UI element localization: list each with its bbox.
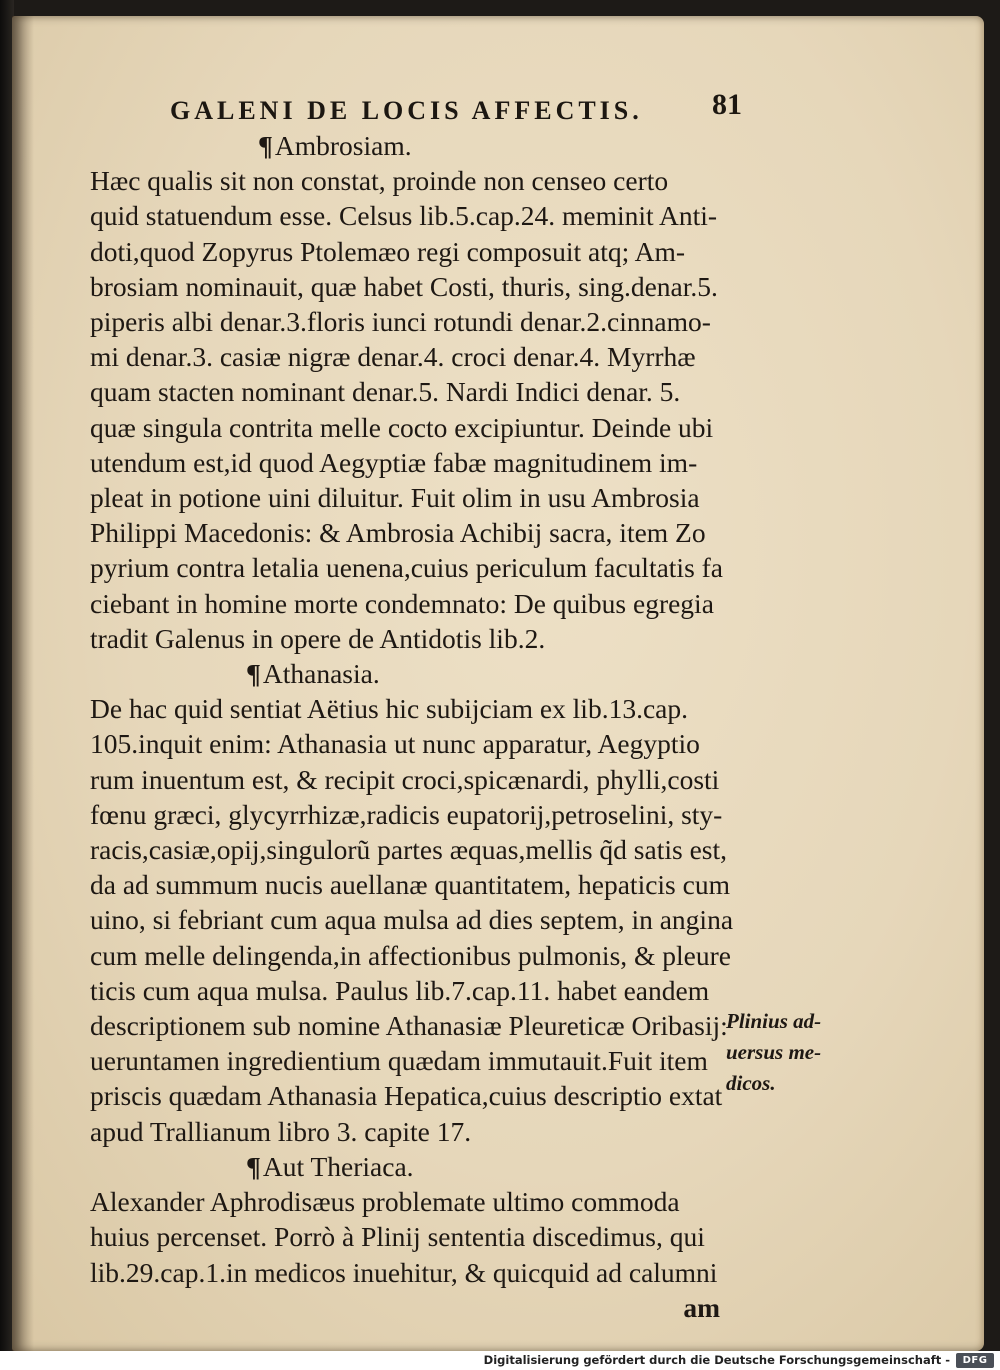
- funding-credit: Digitalisierung gefördert durch die Deutsche Forschungsgemeinschaft -: [483, 1353, 950, 1367]
- paragraph-mark-icon: ¶: [246, 1150, 261, 1182]
- dfg-logo-icon: DFG: [956, 1353, 994, 1368]
- text-line: ueruntamen ingredientium quædam immutauit.Fuit item: [90, 1045, 708, 1077]
- running-title: GALENI DE LOCIS AFFECTIS.: [170, 96, 643, 125]
- text-line: piperis albi denar.3.floris iunci rotundi denar.2.cinnamo-: [90, 306, 711, 338]
- text-line: Alexander Aphrodisæus problemate ultimo commoda: [90, 1186, 680, 1218]
- text-line: Philippi Macedonis: & Ambrosia Achibij sacra, item Zo: [90, 517, 706, 549]
- text-line: uino, si febriant cum aqua mulsa ad dies septem, in angina: [90, 904, 734, 936]
- text-line: quæ singula contrita melle cocto excipiuntur. Deinde ubi: [90, 411, 714, 443]
- text-line: utendum est,id quod Aegyptiæ fabæ magnitudinem im-: [90, 446, 698, 478]
- text-line: brosiam nominauit, quæ habet Costi, thuris, sing.denar.5.: [90, 270, 718, 302]
- section-heading-aut-theriaca: ¶Aut Theriaca.: [246, 1150, 414, 1182]
- text-line: apud Trallianum libro 3. capite 17.: [90, 1115, 472, 1147]
- text-line: ticis cum aqua mulsa. Paulus lib.7.cap.11. habet eandem: [90, 974, 710, 1006]
- page-gutter-shadow: [12, 16, 34, 1351]
- text-line: huius percenset. Porrò à Plinij sententia discedimus, qui: [90, 1221, 705, 1253]
- text-line: priscis quædam Athanasia Hepatica,cuius descriptio extat: [90, 1080, 723, 1112]
- text-line: Hæc qualis sit non constat, proinde non censeo certo: [90, 165, 669, 197]
- paragraph-mark-icon: ¶: [246, 658, 261, 690]
- text-line: pleat in potione uini diluitur. Fuit olim in usu Ambrosia: [90, 482, 700, 514]
- section-heading-athanasia: ¶Athanasia.: [246, 658, 380, 690]
- section-heading-ambrosiam: ¶Ambrosiam.: [258, 130, 412, 161]
- marginal-note-line: Plinius ad-: [726, 1009, 822, 1033]
- paragraph-mark-icon: ¶: [258, 130, 273, 161]
- digitization-footer: [0, 1351, 1000, 1370]
- text-line: cum melle delingenda,in affectionibus pulmonis, & pleure: [90, 939, 731, 971]
- text-line: 105.inquit enim: Athanasia ut nunc apparatur, Aegyptio: [90, 728, 700, 760]
- text-line: da ad summum nucis auellanæ quantitatem, hepaticis cum: [90, 869, 730, 901]
- text-line: doti,quod Zopyrus Ptolemæo regi composuit atq; Am-: [90, 235, 686, 267]
- body-text: [90, 128, 734, 1325]
- marginal-note: [726, 1006, 846, 1099]
- text-line: quid statuendum esse. Celsus lib.5.cap.24. meminit Anti-: [90, 200, 718, 232]
- text-line: fœnu græci, glycyrrhizæ,radicis eupatorij,petroselini, sty-: [90, 798, 723, 830]
- catchword: am: [683, 1291, 720, 1323]
- text-line: tradit Galenus in opere de Antidotis lib.2.: [90, 622, 546, 654]
- marginal-note-line: uersus me-: [726, 1040, 822, 1064]
- text-line: pyrium contra letalia uenena,cuius periculum facultatis fa: [90, 552, 724, 584]
- text-line: quam stacten nominant denar.5. Nardi Indici denar. 5.: [90, 376, 681, 408]
- text-line: De hac quid sentiat Aëtius hic subijciam ex lib.13.cap.: [90, 693, 688, 725]
- marginal-note-line: dicos.: [726, 1071, 776, 1095]
- page-number: 81: [712, 88, 742, 121]
- text-line: rum inuentum est, & recipit croci,spicænardi, phylli,costi: [90, 763, 720, 795]
- text-line: racis,casiæ,opij,singulorũ partes æquas,mellis q̃d satis est,: [90, 834, 727, 866]
- text-line: ciebant in homine morte condemnato: De quibus egregia: [90, 587, 714, 619]
- text-line: descriptionem sub nomine Athanasiæ Pleureticæ Oribasij:: [90, 1010, 728, 1042]
- text-line: mi denar.3. casiæ nigræ denar.4. croci denar.4. Myrrhæ: [90, 341, 696, 373]
- text-line: lib.29.cap.1.in medicos inuehitur, & quicquid ad calumni: [90, 1256, 718, 1288]
